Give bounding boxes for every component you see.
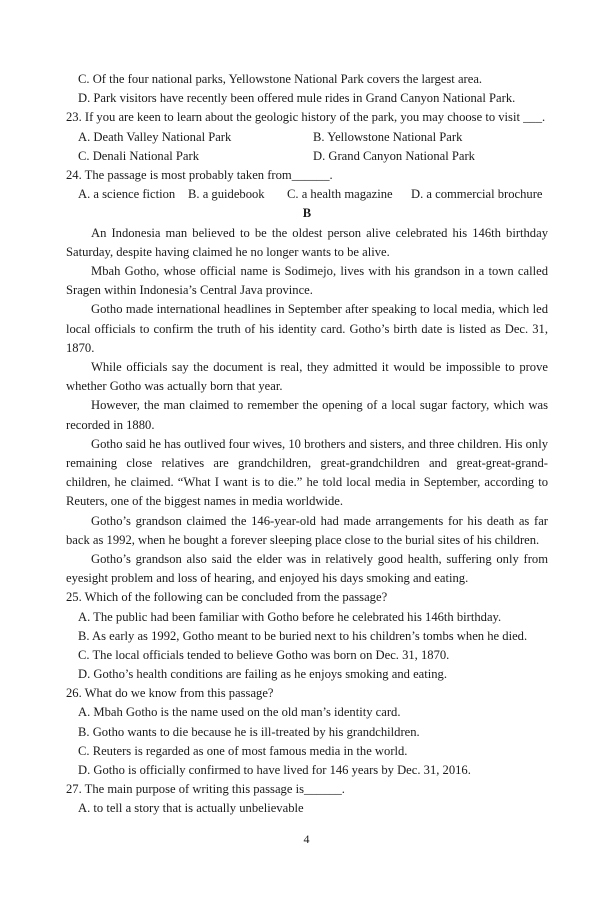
q26-stem: 26. What do we know from this passage?: [66, 686, 274, 701]
q24-option-a: A. a science fiction: [78, 187, 176, 202]
q25-option-a: A. The public had been familiar with Gotho before he celebrated his 146th birthday.: [78, 609, 502, 624]
q26-option-c: C. Reuters is regarded as one of most famous media in the world.: [78, 743, 408, 758]
passage-paragraph: Gotho said he has outlived four wives, 10 brothers and sisters, and three children. His only remaining close relatives are grandchildren, great-grandchildren and great-great-grand-children, he claimed. “What I want is to die.” he told local media in September, according to Reuters, one of the biggest names in media worldwide.: [66, 436, 548, 509]
passage-paragraph: While officials say the document is real, they admitted it would be impossible to prove whether Gotho was actually born that year.: [66, 359, 548, 394]
q23-stem: 23. If you are keen to learn about the geologic history of the park, you may choose to visit ___.: [66, 110, 546, 125]
passage-b: [66, 224, 548, 589]
q27-stem: 27. The main purpose of writing this passage is______.: [66, 782, 345, 797]
q23-option-c: C. Denali National Park: [78, 148, 200, 163]
q23-option-a: A. Death Valley National Park: [78, 129, 232, 144]
q25-option-b: B. As early as 1992, Gotho meant to be buried next to his children’s tombs when he died.: [78, 628, 528, 643]
q23-options-row-2: [66, 147, 548, 166]
document-page: [66, 70, 548, 819]
page-number: 4: [303, 832, 310, 846]
q23-options-row-1: [66, 128, 548, 147]
passage-paragraph: Gotho’s grandson also said the elder was in relatively good health, suffering only from eyesight problem and loss of hearing, and enjoyed his days smoking and eating.: [66, 551, 548, 586]
q24-options-row: [66, 185, 548, 204]
section-heading-b: B: [302, 206, 312, 221]
q24-stem: 24. The passage is most probably taken from______.: [66, 167, 333, 182]
q24-option-c: C. a health magazine: [287, 187, 393, 202]
passage-paragraph: Gotho made international headlines in September after speaking to local media, which led local officials to confirm the truth of his identity card. Gotho’s birth date is listed as Dec. 31, 1870.: [66, 302, 548, 355]
passage-paragraph: An Indonesia man believed to be the oldest person alive celebrated his 146th birthday Saturday, despite having claimed he no longer wants to be alive.: [66, 225, 548, 259]
q23-option-d: D. Grand Canyon National Park: [313, 148, 475, 163]
q23-option-b: B. Yellowstone National Park: [313, 129, 463, 144]
q24-option-d: D. a commercial brochure: [411, 187, 543, 202]
q25-option-c: C. The local officials tended to believe Gotho was born on Dec. 31, 1870.: [78, 647, 450, 662]
q22-option-c: C. Of the four national parks, Yellowstone National Park covers the largest area.: [78, 72, 483, 86]
q25-option-d: D. Gotho’s health conditions are failing as he enjoys smoking and eating.: [78, 667, 447, 682]
q25-stem: 25. Which of the following can be concluded from the passage?: [66, 590, 388, 605]
q24-option-b: B. a guidebook: [188, 187, 265, 202]
q27-option-a: A. to tell a story that is actually unbelievable: [78, 801, 304, 816]
passage-paragraph: Gotho’s grandson claimed the 146-year-old had made arrangements for his death as far back as 1992, when he bought a forever sleeping place close to the burial sites of his children.: [66, 513, 548, 547]
q26-option-b: B. Gotho wants to die because he is ill-treated by his grandchildren.: [78, 724, 420, 739]
passage-paragraph: Mbah Gotho, whose official name is Sodimejo, lives with his grandson in a town called Sragen within Indonesia’s Central Java province.: [66, 263, 548, 298]
passage-paragraph: However, the man claimed to remember the opening of a local sugar factory, which was recorded in 1880.: [66, 398, 548, 432]
q26-option-a: A. Mbah Gotho is the name used on the old man’s identity card.: [78, 705, 401, 720]
q26-option-d: D. Gotho is officially confirmed to have lived for 146 years by Dec. 31, 2016.: [78, 763, 471, 778]
q22-option-d: D. Park visitors have recently been offered mule rides in Grand Canyon National Park.: [78, 91, 516, 106]
